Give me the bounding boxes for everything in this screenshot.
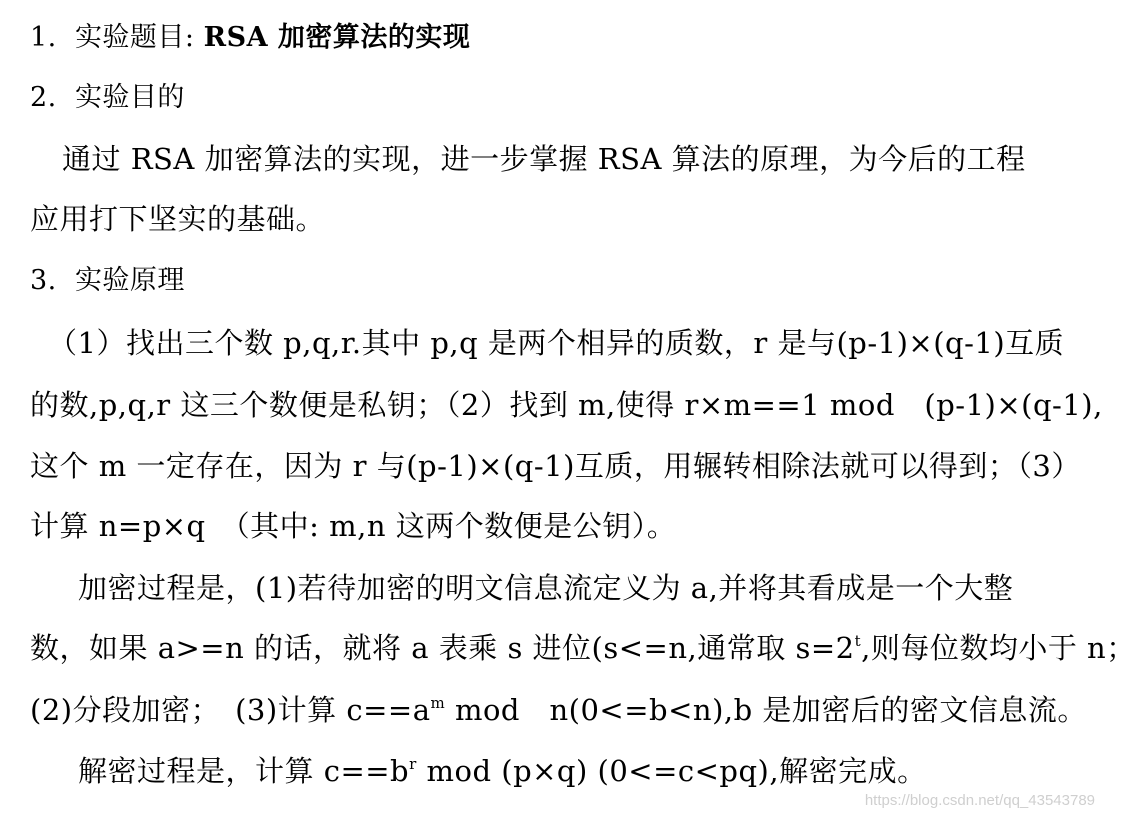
encrypt-line-2-text: 数，如果 a>=n 的话，就将 a 表乘 s 进位(s<=n,通常取 s=2 bbox=[30, 631, 855, 665]
encrypt-line-3-text: (2)分段加密； (3)计算 c==a bbox=[30, 693, 431, 727]
purpose-line-2: 应用打下坚实的基础。 bbox=[30, 202, 326, 236]
section-number: 1. bbox=[30, 22, 57, 53]
section-2-heading bbox=[30, 78, 185, 118]
section-number: 3. bbox=[30, 265, 57, 296]
section-1-label: 实验题目: bbox=[74, 22, 195, 53]
principle-line-3: 这个 m 一定存在，因为 r 与(p-1)×(q-1)互质，用辗转相除法就可以得到；（3） bbox=[30, 449, 1081, 483]
encrypt-line-2-text: ,则每位数均小于 n； bbox=[861, 631, 1136, 665]
encrypt-line-3 bbox=[30, 690, 1087, 730]
principle-line-2: 的数,p,q,r 这三个数便是私钥；（2）找到 m,使得 r×m==1 mod (p-1)×(q-1), bbox=[30, 388, 1103, 422]
decrypt-line bbox=[78, 751, 927, 791]
purpose-line-1: 通过 RSA 加密算法的实现，进一步掌握 RSA 算法的原理，为今后的工程 bbox=[62, 142, 1026, 176]
superscript: m bbox=[430, 694, 446, 712]
superscript: r bbox=[409, 755, 417, 773]
superscript: t bbox=[854, 632, 862, 650]
decrypt-text: mod (p×q) (0<=c<pq),解密完成。 bbox=[416, 754, 927, 788]
encrypt-line-3-text: mod n(0<=b<n),b 是加密后的密文信息流。 bbox=[445, 693, 1087, 727]
watermark: https://blog.csdn.net/qq_43543789 bbox=[864, 792, 1095, 809]
section-1-heading bbox=[30, 18, 470, 58]
principle-line-4: 计算 n=p×q （其中: m,n 这两个数便是公钥）。 bbox=[30, 509, 677, 543]
section-2-title: 实验目的 bbox=[74, 82, 185, 113]
experiment-title: RSA 加密算法的实现 bbox=[203, 22, 471, 53]
section-number: 2. bbox=[30, 82, 57, 113]
encrypt-line-2 bbox=[30, 628, 1136, 668]
section-3-heading bbox=[30, 261, 185, 301]
decrypt-text: 解密过程是，计算 c==b bbox=[78, 754, 410, 788]
principle-line-1: （1）找出三个数 p,q,r.其中 p,q 是两个相异的质数，r 是与(p-1)×(q-1)互质 bbox=[48, 326, 1065, 360]
section-3-title: 实验原理 bbox=[74, 265, 185, 296]
encrypt-line-1: 加密过程是，(1)若待加密的明文信息流定义为 a,并将其看成是一个大整 bbox=[78, 571, 1014, 605]
